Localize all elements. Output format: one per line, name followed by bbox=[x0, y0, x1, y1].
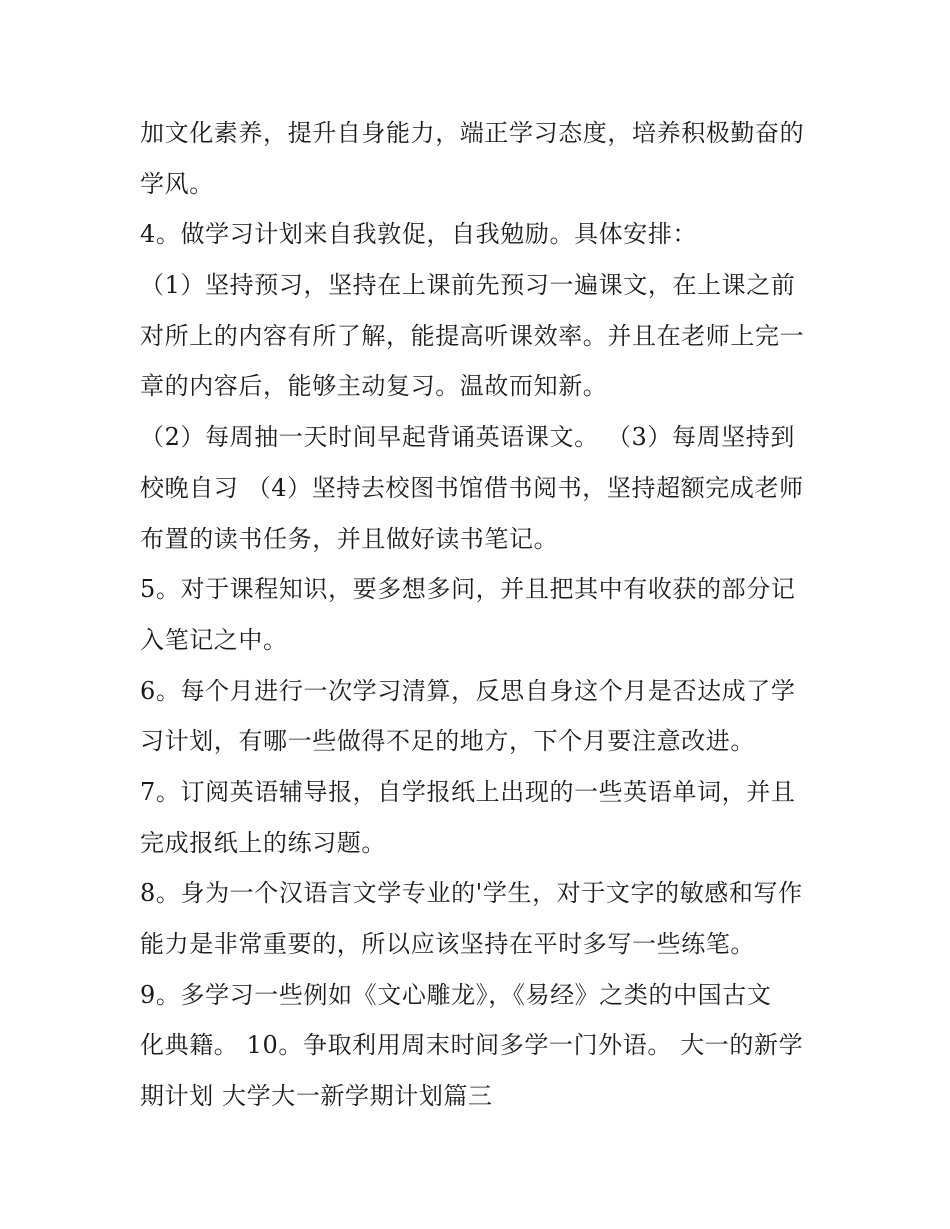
text-line: 5。对于课程知识，要多想多问，并且把其中有收获的部分记 bbox=[140, 575, 796, 604]
text-line: 完成报纸上的练习题。 bbox=[140, 828, 386, 857]
text-line: （1）坚持预习，坚持在上课前先预习一遍课文，在上课之前 bbox=[140, 271, 796, 300]
document-body bbox=[140, 108, 820, 1122]
text-line: 期计划 大学大一新学期计划篇三 bbox=[140, 1082, 493, 1111]
text-line: 布置的读书任务，并且做好读书笔记。 bbox=[140, 524, 559, 553]
text-line: 习计划，有哪一些做得不足的地方，下个月要注意改进。 bbox=[140, 727, 755, 756]
text-line: 7。订阅英语辅导报，自学报纸上出现的一些英语单词，并且 bbox=[140, 777, 796, 806]
text-line: 加文化素养，提升自身能力，端正学习态度，培养积极勤奋的 bbox=[140, 119, 805, 147]
text-line: 入笔记之中。 bbox=[140, 625, 288, 654]
text-line: 9。多学习一些例如《文心雕龙》，《易经》之类的中国古文 bbox=[140, 980, 772, 1009]
text-line: 6。每个月进行一次学习清算，反思自身这个月是否达成了学 bbox=[140, 676, 796, 705]
text-line: 化典籍。 10。争取利用周末时间多学一门外语。 大一的新学 bbox=[140, 1031, 804, 1060]
text-line: （2）每周抽一天时间早起背诵英语课文。 （3）每周坚持到 bbox=[140, 423, 795, 452]
text-line: 章的内容后，能够主动复习。温故而知新。 bbox=[140, 372, 608, 401]
text-line: 学风。 bbox=[140, 169, 214, 198]
text-line: 对所上的内容有所了解，能提高听课效率。并且在老师上完一 bbox=[140, 321, 805, 350]
text-line: 4。做学习计划来自我敦促，自我勉励。具体安排： bbox=[140, 220, 698, 249]
text-line: 能力是非常重要的，所以应该坚持在平时多写一些练笔。 bbox=[140, 930, 755, 958]
text-line: 校晚自习 （4）坚持去校图书馆借书阅书，坚持超额完成老师 bbox=[140, 473, 804, 502]
text-line: 8。身为一个汉语言文学专业的'学生，对于文字的敏感和写作 bbox=[140, 879, 803, 908]
